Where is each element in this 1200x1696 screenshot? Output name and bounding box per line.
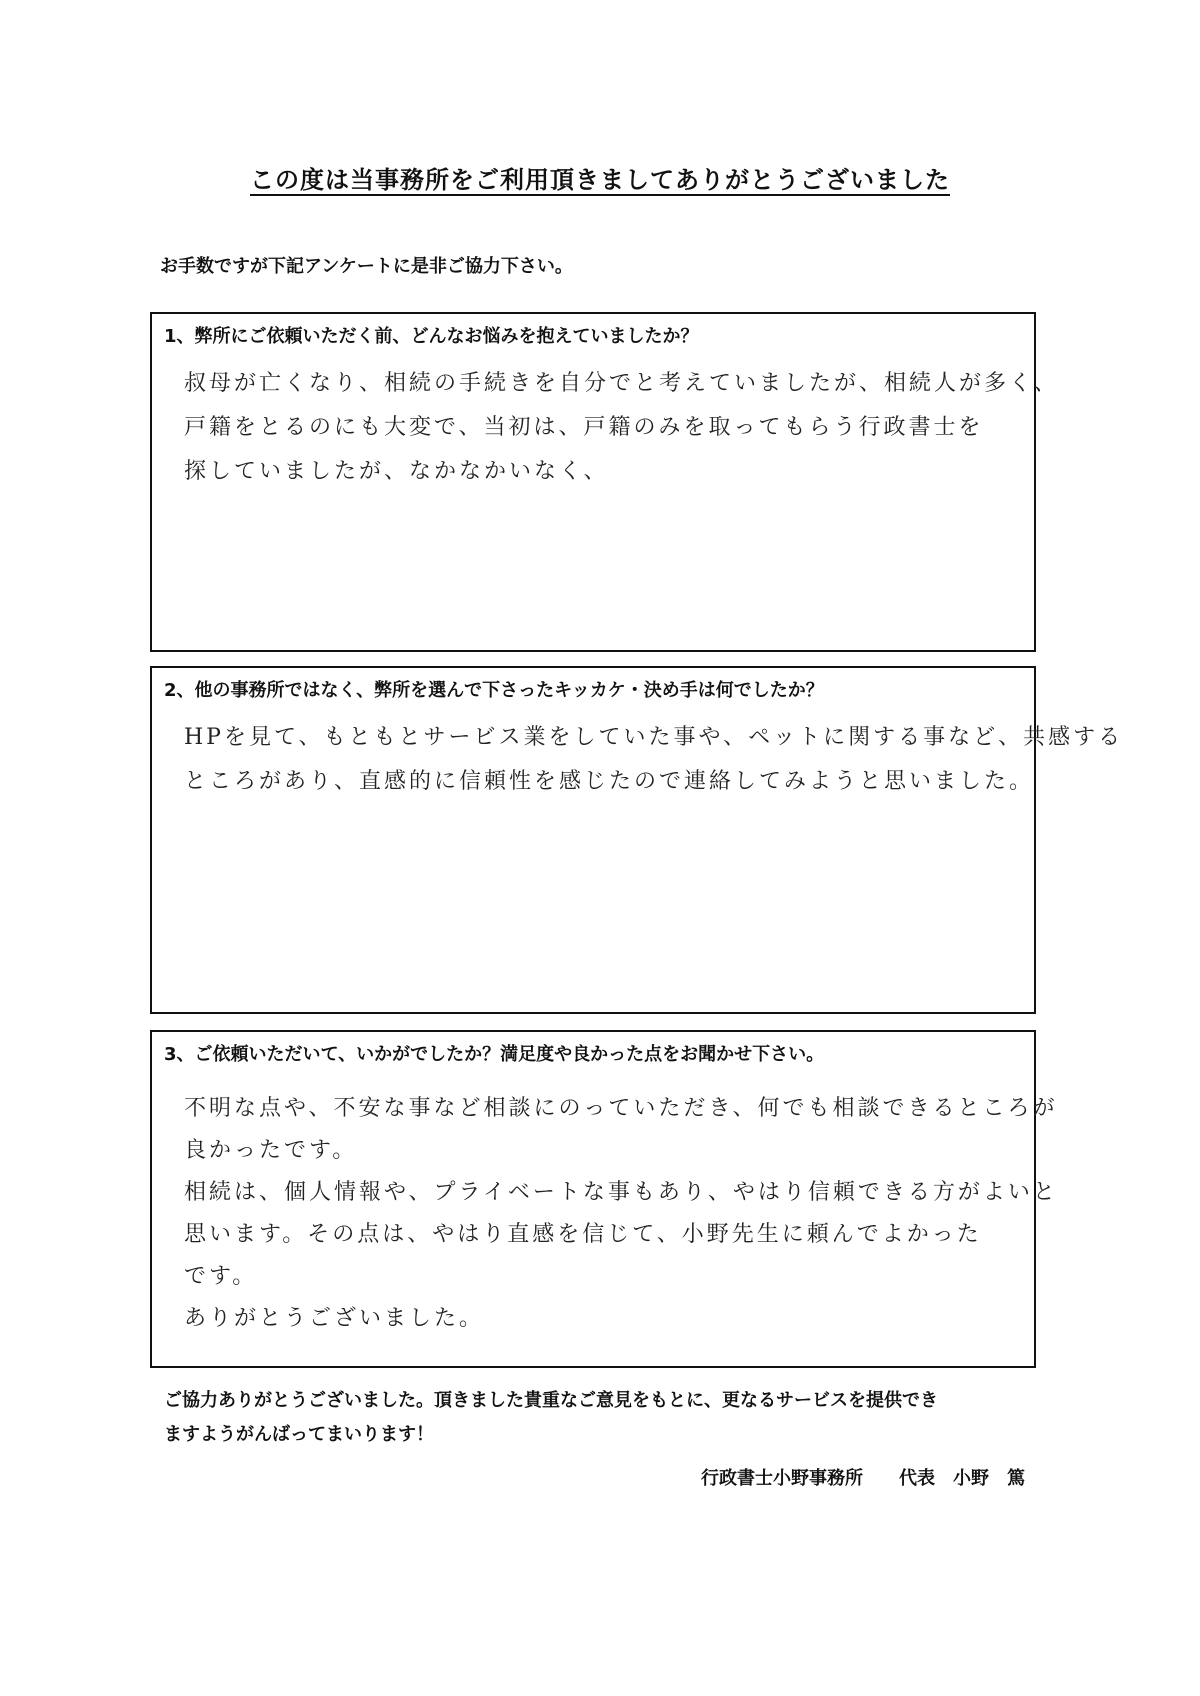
question-label-3: 3、ご依頼いただいて、いかがでしたか？満足度や良かった点をお聞かせ下さい。 — [164, 1044, 825, 1065]
answer-line: ところがあり、直感的に信頼性を感じたので連絡してみようと思いました。 — [184, 769, 1035, 794]
question-box-3 — [150, 1030, 1058, 1368]
answer-text-1 — [184, 362, 1059, 494]
answer-text-3 — [184, 1088, 1058, 1340]
answer-line: HPを見て、もともとサービス業をしていた事や、ペットに関する事など、共感する — [184, 725, 1124, 750]
answer-line: 思います。その点は、やはり直感を信じて、小野先生に頼んでよかった — [184, 1222, 982, 1247]
closing-line: ますようがんばってまいります！ — [164, 1424, 434, 1445]
answer-line: ありがとうございました。 — [184, 1306, 485, 1331]
answer-line: 探していましたが、なかなかいなく、 — [184, 459, 609, 484]
question-box-2 — [150, 666, 1124, 1014]
answer-line: 相続は、個人情報や、プライベートな事もあり、やはり信頼できる方がよいと — [184, 1180, 1058, 1205]
question-label-2: 2、他の事務所ではなく、弊所を選んで下さったキッカケ・決め手は何でしたか？ — [164, 680, 824, 701]
answer-line: 戸籍をとるのにも大変で、当初は、戸籍のみを取ってもらう行政書士を — [184, 415, 984, 440]
answer-line: 良かったです。 — [184, 1138, 358, 1163]
survey-intro: お手数ですが下記アンケートに是非ご協力下さい。 — [160, 256, 573, 277]
answer-line: 不明な点や、不安な事など相談にのっていただき、何でも相談できるところが — [184, 1096, 1058, 1121]
question-label-1: 1、弊所にご依頼いただく前、どんなお悩みを抱えていましたか？ — [164, 326, 699, 347]
closing-message — [164, 1384, 1044, 1452]
page-title: この度は当事務所をご利用頂きましてありがとうございました — [250, 166, 950, 194]
question-box-1 — [150, 312, 1059, 652]
answer-line: です。 — [184, 1264, 258, 1289]
answer-text-2 — [184, 716, 1124, 804]
closing-line: ご協力ありがとうございました。頂きました貴重なご意見をもとに、更なるサービスを提供でき — [164, 1390, 938, 1411]
answer-line: 叔母が亡くなり、相続の手続きを自分でと考えていましたが、相続人が多く、 — [184, 371, 1059, 396]
office-signature: 行政書士小野事務所 代表 小野 篤 — [701, 1468, 1025, 1489]
